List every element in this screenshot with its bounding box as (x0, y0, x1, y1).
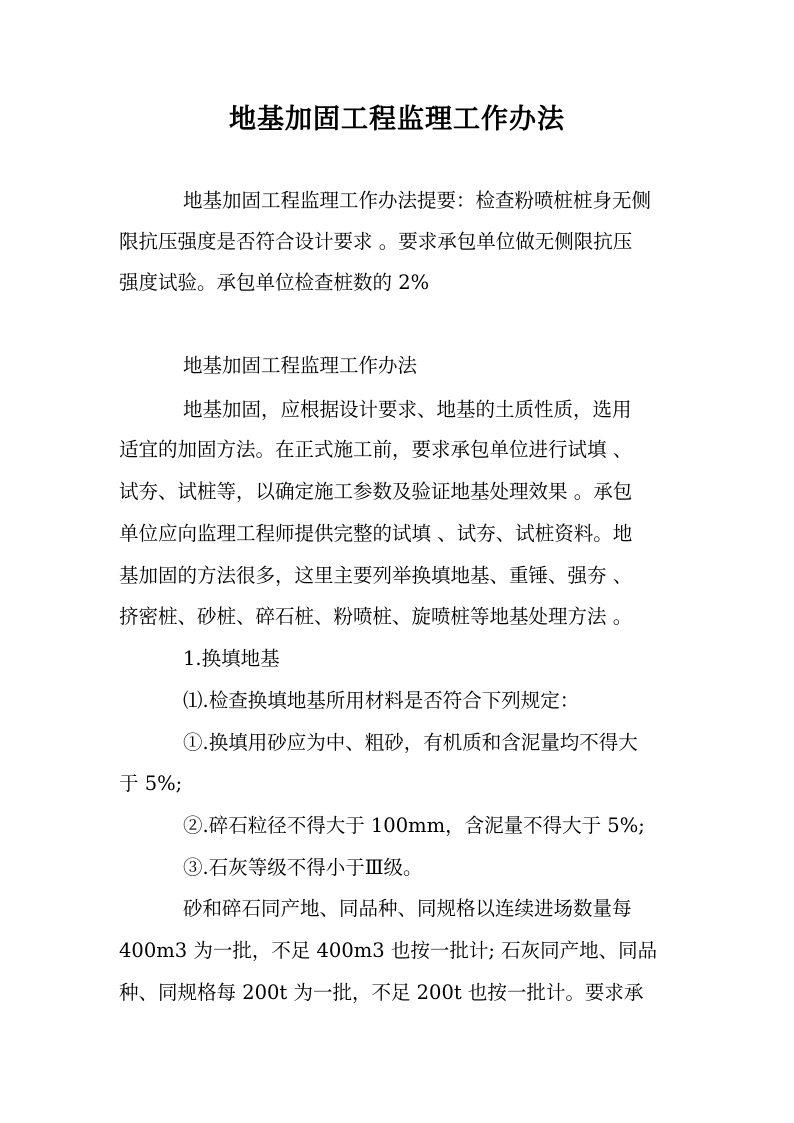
body-line: 地基加固，应根据设计要求、地基的土质性质，选用 (183, 398, 632, 421)
abstract-line: 强度试验。承包单位检查桩数的 2% (119, 271, 430, 294)
body-line: 种、同规格每 200t 为一批，不足 200t 也按一批计。要求承 (119, 981, 644, 1004)
abstract-line: 地基加固工程监理工作办法提要：检查粉喷桩桩身无侧 (183, 189, 652, 212)
body-line: 试夯、试桩等，以确定施工参数及验证地基处理效果 。承包 (119, 480, 633, 503)
body-line: 于 5%; (119, 772, 183, 795)
body-line: ③.石灰等级不得小于Ⅲ级。 (183, 856, 423, 879)
body-line: 1.换填地基 (183, 647, 280, 670)
body-line: 基加固的方法很多，这里主要列举换填地基、重锤、强夯 、 (119, 564, 633, 587)
body-line: ①.换填用砂应为中、粗砂，有机质和含泥量均不得大 (183, 731, 638, 754)
body-line: 适宜的加固方法。在正式施工前，要求承包单位进行试填 、 (119, 438, 633, 461)
body-line: ②.碎石粒径不得大于 100mm，含泥量不得大于 5%; (183, 814, 645, 837)
abstract-line: 限抗压强度是否符合设计要求 。要求承包单位做无侧限抗压 (119, 230, 633, 253)
body-line: 挤密桩、砂桩、碎石桩、粉喷桩、旋喷桩等地基处理方法 。 (119, 605, 633, 628)
body-line: ⑴.检查换填地基所用材料是否符合下列规定： (183, 689, 580, 712)
body-line: 砂和碎石同产地、同品种、同规格以连续进场数量每 (183, 897, 632, 920)
document-title: 地基加固工程监理工作办法 (229, 104, 565, 135)
body-line: 单位应向监理工程师提供完整的试填 、试夯、试桩资料。地 (119, 522, 633, 545)
body-line: 400m3 为一批，不足 400m3 也按一批计; 石灰同产地、同品 (119, 939, 658, 962)
section-heading: 地基加固工程监理工作办法 (183, 354, 418, 377)
